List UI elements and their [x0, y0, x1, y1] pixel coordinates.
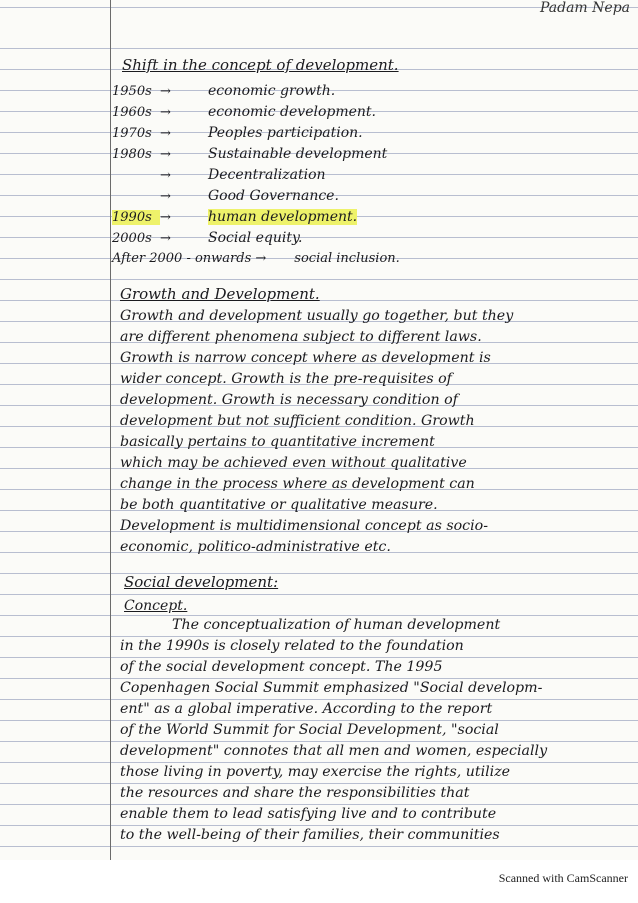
arrow-icon: → — [160, 84, 171, 99]
social-paragraph — [120, 615, 602, 846]
social-heading: Social development: — [124, 573, 279, 591]
shift-row — [112, 146, 387, 162]
text-line: economic, politico-administrative etc. — [120, 539, 391, 555]
period: 1950s — [112, 84, 152, 99]
concept: economic development. — [208, 104, 377, 120]
arrow-icon: → — [160, 105, 171, 120]
text-line: ent" as a global imperative. According to the report — [120, 701, 493, 717]
shift-row — [112, 209, 357, 225]
text-line: of the social development concept. The 1995 — [120, 659, 443, 675]
text-line: basically pertains to quantitative increment — [120, 434, 435, 450]
scanner-watermark: Scanned with CamScanner — [498, 871, 628, 885]
concept-subheading: Concept. — [124, 598, 188, 614]
text-line: those living in poverty, may exercise the rights, utilize — [120, 764, 511, 780]
period: 1990s — [112, 210, 160, 225]
concept: Social equity. — [208, 230, 303, 246]
shift-row — [112, 188, 339, 204]
text-line: development" connotes that all men and women, especially — [120, 743, 548, 759]
growth-heading: Growth and Development. — [120, 285, 320, 303]
text-line: enable them to lead satisfying live and to contribute — [120, 806, 497, 822]
text-line: Development is multidimensional concept as socio- — [120, 518, 488, 534]
period: 1960s — [112, 105, 152, 120]
arrow-icon: → — [160, 231, 171, 246]
arrow-icon: → — [160, 168, 171, 183]
shift-row — [112, 230, 302, 246]
text-line: Growth is narrow concept where as development is — [120, 350, 491, 366]
shift-heading: Shift in the concept of development. — [122, 56, 399, 74]
margin-line — [110, 0, 111, 860]
arrow-icon: → — [160, 210, 171, 225]
text-line: Growth and development usually go together, but they — [120, 308, 514, 324]
shift-row-last — [112, 251, 400, 266]
text-line: are different phenomena subject to different laws. — [120, 329, 482, 345]
arrow-icon: → — [160, 189, 171, 204]
period: 1980s — [112, 147, 152, 162]
text-line: The conceptualization of human development — [172, 617, 501, 633]
text-line: to the well-being of their families, their communities — [120, 827, 500, 843]
concept: Sustainable development — [208, 146, 388, 162]
arrow-icon: → — [160, 147, 171, 162]
text-line: change in the process where as development can — [120, 476, 475, 492]
shift-row — [112, 167, 326, 183]
concept: economic growth. — [208, 83, 336, 99]
concept: social inclusion. — [294, 251, 400, 266]
text-line: of the World Summit for Social Development, "social — [120, 722, 499, 738]
growth-paragraph — [120, 306, 598, 558]
period: 1970s — [112, 126, 152, 141]
text-line: the resources and share the responsibilities that — [120, 785, 470, 801]
period: 2000s — [112, 231, 152, 246]
text-line: wider concept. Growth is the pre-requisites of — [120, 371, 452, 387]
text-line: which may be achieved even without qualitative — [120, 455, 467, 471]
author-name: Padam Nepa — [539, 0, 630, 16]
concept: human development. — [208, 209, 358, 225]
concept: Good Governance. — [208, 188, 339, 204]
text-line: Copenhagen Social Summit emphasized "Social developm- — [120, 680, 543, 696]
period-lead: After 2000 - onwards → — [112, 251, 267, 266]
shift-row — [112, 83, 335, 99]
shift-row — [112, 125, 363, 141]
text-line: be both quantitative or qualitative measure. — [120, 497, 438, 513]
arrow-icon: → — [160, 126, 171, 141]
shift-row — [112, 104, 376, 120]
concept: Peoples participation. — [208, 125, 363, 141]
concept: Decentralization — [208, 167, 326, 183]
text-line: in the 1990s is closely related to the foundation — [120, 638, 464, 654]
text-line: development but not sufficient condition. Growth — [120, 413, 475, 429]
text-line: development. Growth is necessary condition of — [120, 392, 458, 408]
